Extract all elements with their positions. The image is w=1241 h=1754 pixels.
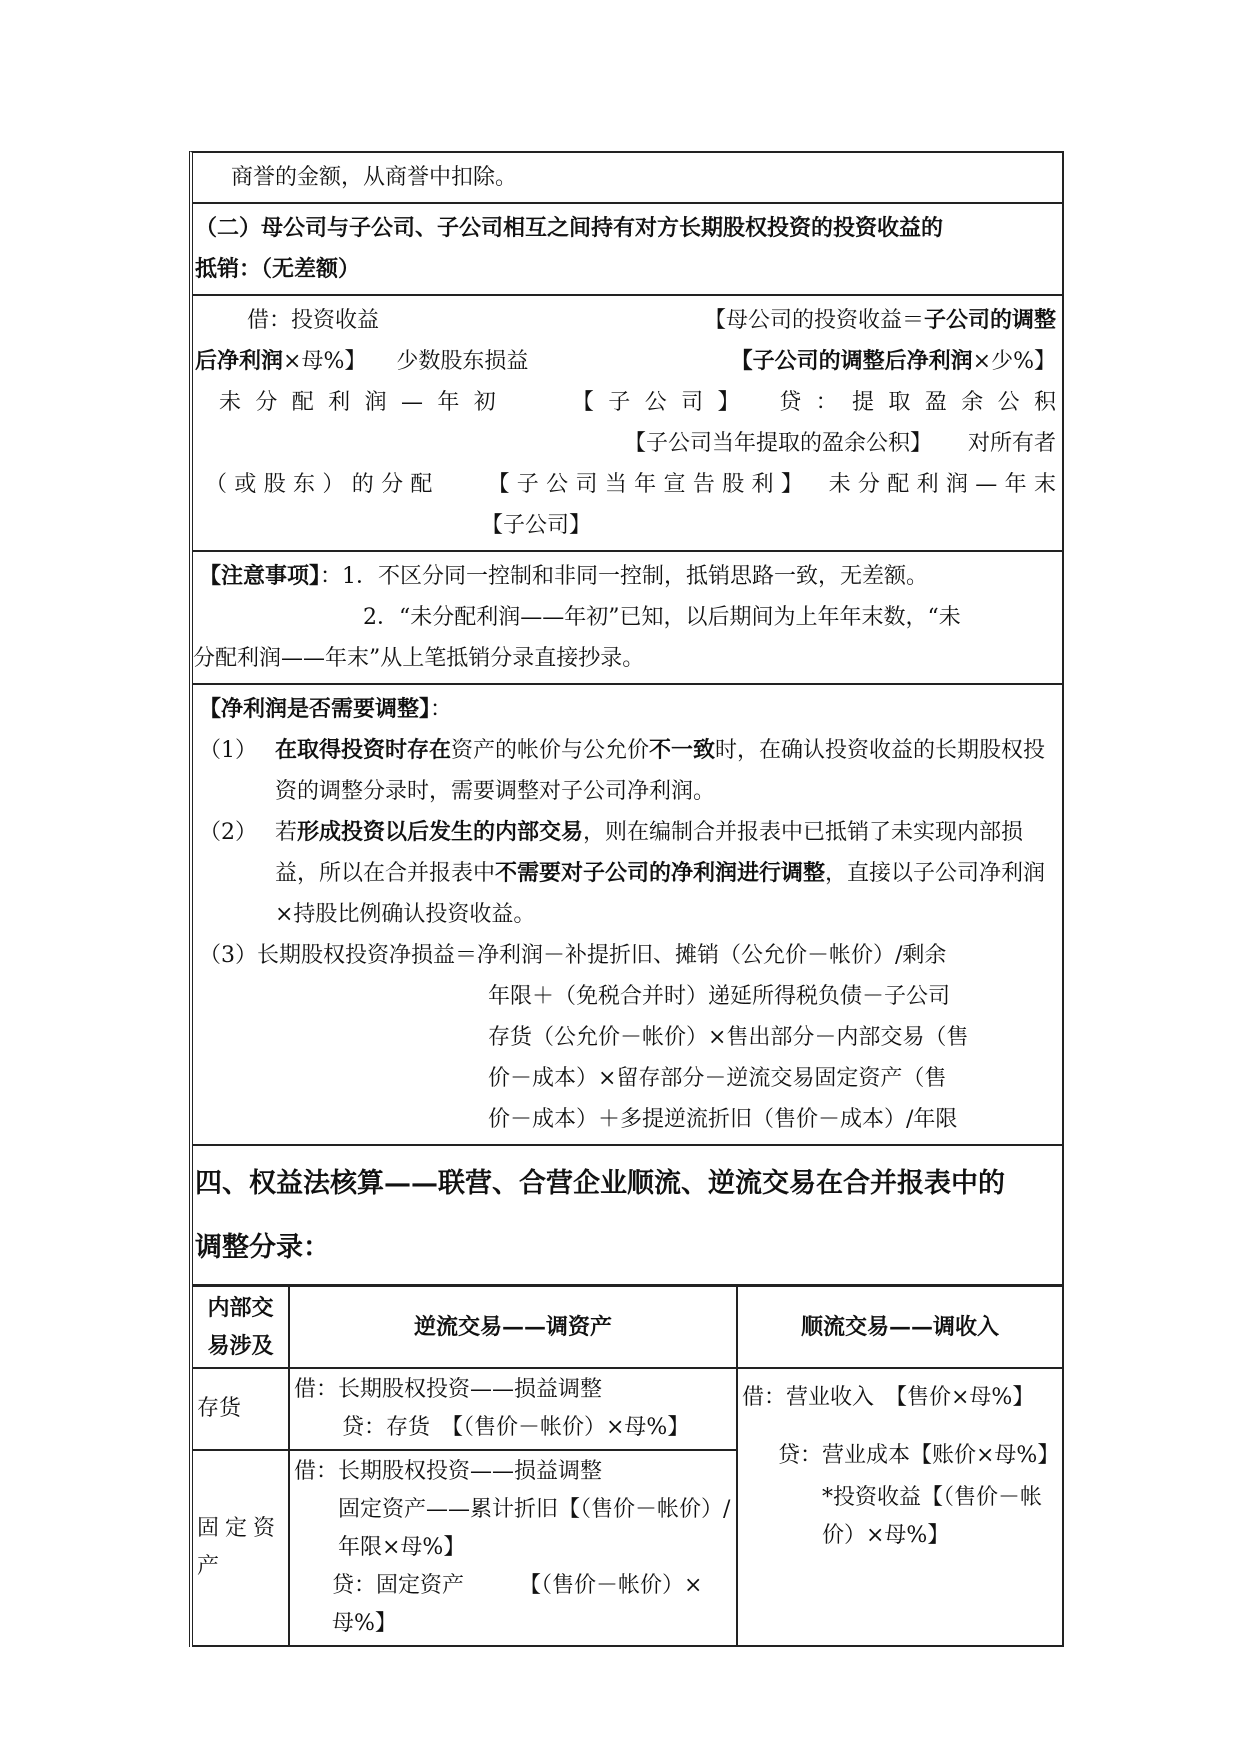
entry-line-3: 未分配利润—年初 【子公司】 贷：提取盈余公积 [219, 390, 1056, 415]
entry-line-1: 借：投资收益 【母公司的投资收益＝子公司的调整 [247, 307, 1056, 333]
notes-line-2: 2．“未分配利润——年初”已知，以后期间为上年年末数，“未 [363, 605, 961, 630]
row-label-inventory: 存货 [193, 1368, 289, 1450]
net-profit-point-3: （3）长期股权投资净损益＝净利润－补提折旧、摊销（公允价－帐价）/剩余 [199, 943, 947, 968]
main-frame [189, 151, 1064, 1647]
net-profit-block [193, 685, 1062, 1146]
goodwill-line: 商誉的金额，从商誉中扣除。 [193, 153, 1062, 204]
fixed-assets-upstream-entry: 借：长期股权投资——损益调整 固定资产——累计折旧【（售价－帐价）/年限×母%】 贷：固定资产 【（售价－帐价）×母%】 [289, 1450, 737, 1646]
notes-line-3: 分配利润——年末”从上笔抵销分录直接抄录。 [193, 646, 645, 671]
entry-line-6: 【子公司】 [481, 513, 592, 538]
entry-line-5: （或股东）的分配 【子公司当年宣告股利】 未分配利润—年末 [205, 472, 1056, 497]
inventory-upstream-entry: 借：长期股权投资——损益调整 贷：存货 【（售价－帐价）×母%】 [289, 1368, 737, 1450]
table-header-row [193, 1286, 1062, 1369]
net-profit-point-3-lines: 年限＋（免税合并时）递延所得税负债－子公司 存货（公允价－帐价）×售出部分－内部交易（售 价－成本）×留存部分－逆流交易固定资产（售 价－成本）＋多提逆流折旧（售价－成本）/年限 [488, 984, 969, 1132]
header-internal-transaction: 内部交易涉及 [193, 1286, 289, 1369]
entry-line-4: 【子公司当年提取的盈余公积】 对所有者 [623, 431, 1056, 456]
downstream-entry: 借：营业收入 【售价×母%】 贷：营业成本【账价×母%】 *投资收益【（售价－帐价）×母%】 [737, 1368, 1062, 1646]
offset-entry [193, 296, 1062, 552]
header-upstream: 逆流交易——调资产 [289, 1286, 737, 1369]
net-profit-point-1: （1） 在取得投资时存在资产的帐价与公允价不一致时，在确认投资收益的长期股权投资的调整分录时，需要调整对子公司净利润。 [199, 737, 1046, 804]
entry-line-2: 后净利润×母%】 少数股东损益 【子公司的调整后净利润×少%】 [195, 348, 1056, 374]
notes-line-1: 【注意事项】：1．不区分同一控制和非同一控制，抵销思路一致，无差额。 [199, 563, 929, 589]
section-two-title: （二）母公司与子公司、子公司相互之间持有对方长期股权投资的投资收益的 抵销：（无差额） [193, 204, 1062, 296]
section-four-title: 四、权益法核算——联营、合营企业顺流、逆流交易在合并报表中的 调整分录： [195, 1168, 1005, 1263]
net-profit-point-2: （2） 若形成投资以后发生的内部交易，则在编制合并报表中已抵销了未实现内部损益，所以在合并报表中不需要对子公司的净利润进行调整，直接以子公司净利润×持股比例确认投资收益。 [199, 819, 1046, 927]
row-label-fixed-assets: 固定资产 [193, 1450, 289, 1646]
table-row-inventory [193, 1368, 1062, 1450]
adjustment-table [193, 1284, 1062, 1647]
notes-block [193, 552, 1062, 685]
header-downstream: 顺流交易——调收入 [737, 1286, 1062, 1369]
net-profit-heading: 【净利润是否需要调整】： [199, 696, 453, 722]
